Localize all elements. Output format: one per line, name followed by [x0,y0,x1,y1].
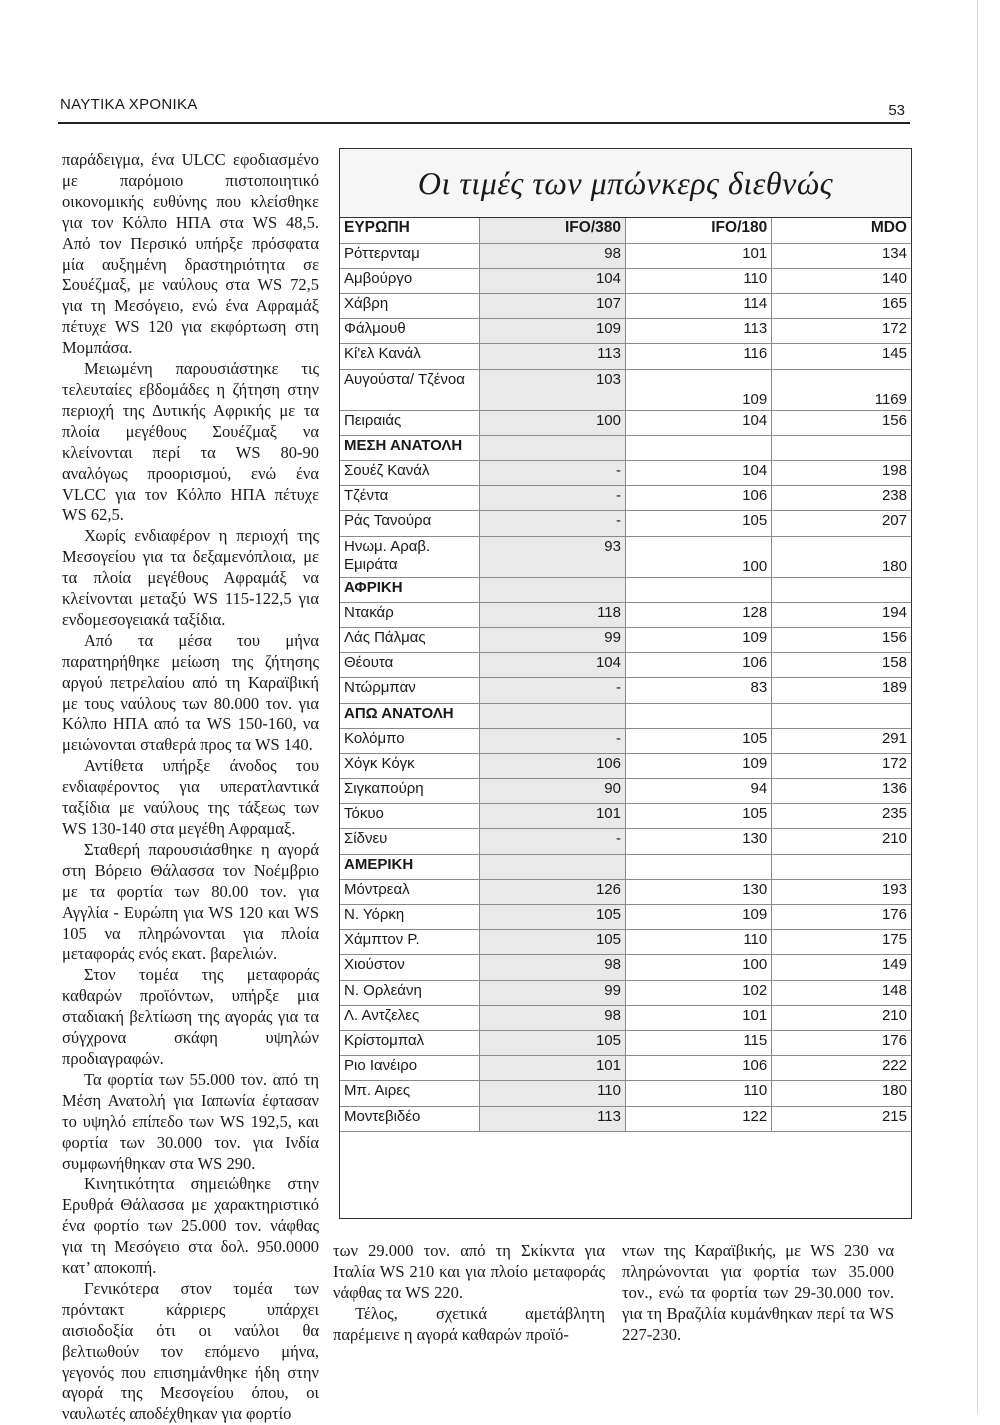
mdo-price: 210 [772,829,911,854]
mdo-price: 158 [772,653,911,678]
table-row [340,955,911,980]
mdo-price: 180 [772,1081,911,1106]
region-row [340,703,911,728]
mdo-price: 1169 [772,369,911,410]
mdo-price: 207 [772,511,911,536]
region-label: ΜΕΣΗ ΑΝΑΤΟΛΗ [340,435,479,460]
bottom-right-column [622,1241,894,1346]
table-header-row [340,218,911,243]
mdo-price: 235 [772,804,911,829]
table-row [340,344,911,369]
table-row [340,930,911,955]
empty-cell [479,435,625,460]
ifo380-price: 99 [479,627,625,652]
region-row [340,854,911,879]
empty-cell [772,703,911,728]
ifo180-price: 101 [625,1005,771,1030]
port-name: Ντακάρ [340,602,479,627]
port-name: Ηνωμ. Αραβ. Εμιράτα [340,536,479,577]
ifo180-price: 100 [625,955,771,980]
ifo180-price: 83 [625,678,771,703]
port-name: Πειραιάς [340,410,479,435]
mdo-price: 140 [772,268,911,293]
region-header-europe: ΕΥΡΩΠΗ [340,218,479,243]
table-row [340,602,911,627]
ifo380-price: 126 [479,879,625,904]
table-row [340,319,911,344]
running-title: ΝΑΥΤΙΚΑ ΧΡΟΝΙΚΑ [60,96,198,113]
table-row [340,905,911,930]
ifo380-price: 98 [479,243,625,268]
port-name: Μόντρεαλ [340,879,479,904]
port-name: Ρόττερνταμ [340,243,479,268]
ifo180-header: IFO/180 [625,218,771,243]
table-row [340,369,911,410]
mdo-price: 136 [772,779,911,804]
region-label: ΑΦΡΙΚΗ [340,577,479,602]
mdo-price: 215 [772,1106,911,1131]
region-row [340,435,911,460]
mdo-price: 145 [772,344,911,369]
paragraph: Από τα μέσα του μήνα παρατηρήθηκε μείωση της ζήτησης αργού πετρελαίου από τη Καραϊβική με τους ναύλους των 80.000 τον. για Κόλπο ΗΠΑ από τα WS 150-160, να μειώνονται σταθερά προς τα WS 140. [62,630,319,755]
ifo180-price: 109 [625,627,771,652]
mdo-price: 175 [772,930,911,955]
ifo380-price: 98 [479,955,625,980]
paragraph: Τα φορτία των 55.000 τον. από τη Μέση Ανατολή για Ιαπωνία έφτασαν το υψηλό επίπεδο των WS 192,5, και φορτία των 30.000 τον. για Ινδία συμφωνήθηκαν στα WS 290. [62,1069,319,1173]
ifo180-price: 105 [625,804,771,829]
ifo380-price: 109 [479,319,625,344]
table-row [340,294,911,319]
port-name: Αμβούργο [340,268,479,293]
page-edge [977,0,978,1414]
ifo380-price: 107 [479,294,625,319]
ifo380-price: 105 [479,905,625,930]
table-row [340,879,911,904]
ifo180-price: 110 [625,930,771,955]
ifo180-price: 113 [625,319,771,344]
ifo380-price: 104 [479,268,625,293]
table-row [340,1005,911,1030]
port-name: Φάλμουθ [340,319,479,344]
port-name: Κρίστομπαλ [340,1030,479,1055]
paragraph: παράδειγμα, ένα ULCC εφοδιασμένο με παρόμοιο πιστοποιητικό οικονομικής ευθύνης που κλείσθηκε για τον Κόλπο ΗΠΑ στα WS 48,5. Από τον Περσικό υπήρξε πρόσφατα μία αυξημένη δραστηριότητα σε Σουέζμαξ, με ναύλους στα WS 72,5 για τη Μεσόγειο, ενώ ένα Αφραμάξ πέτυχε WS 120 για εκφόρτωση στη Μομπάσα. [62,150,319,358]
ifo180-price: 115 [625,1030,771,1055]
mdo-price: 156 [772,627,911,652]
region-label: ΑΠΩ ΑΝΑΤΟΛΗ [340,703,479,728]
table-row [340,678,911,703]
ifo380-price: 118 [479,602,625,627]
mdo-price: 176 [772,905,911,930]
port-name: Λάς Πάλμας [340,627,479,652]
mdo-price: 180 [772,536,911,577]
port-name: Σουέζ Κανάλ [340,461,479,486]
ifo380-price: 105 [479,930,625,955]
region-row [340,577,911,602]
left-text-column [62,150,319,1425]
ifo380-price: 104 [479,653,625,678]
empty-cell [625,577,771,602]
ifo380-price: - [479,728,625,753]
paragraph: Σταθερή παρουσιάσθηκε η αγορά στη Βόρειο Θάλασσα τον Νοέμβριο με τα φορτία των 80.00 τον. για Αγγλία - Ευρώπη για WS 120 και WS 105 να πληρώνονται για πλοία μεταφοράς ενός εκατ. βαρελιών. [62,839,319,964]
ifo180-price: 102 [625,980,771,1005]
table-title: Οι τιμές των μπώνκερς διεθνώς [340,149,911,218]
ifo180-price: 105 [625,511,771,536]
empty-cell [479,577,625,602]
ifo380-price: 113 [479,1106,625,1131]
table-row [340,536,911,577]
ifo380-price: 99 [479,980,625,1005]
mdo-price: 134 [772,243,911,268]
port-name: Κί'ελ Κανάλ [340,344,479,369]
table-row [340,779,911,804]
empty-cell [772,435,911,460]
port-name: Κολόμπο [340,728,479,753]
ifo380-price: - [479,829,625,854]
bunker-prices-table [340,218,911,1132]
table-row [340,1106,911,1131]
table-row [340,243,911,268]
mdo-price: 198 [772,461,911,486]
ifo180-price: 114 [625,294,771,319]
port-name: Λ. Αντζελες [340,1005,479,1030]
port-name: Αυγούστα/ Τζένοα [340,369,479,410]
port-name: Ριο Ιανέιρο [340,1056,479,1081]
paragraph: Μειωμένη παρουσιάστηκε τις τελευταίες εβδομάδες η ζήτηση στην περιοχή της Δυτικής Αφρικής με τα πλοία μεγέθους Σουέζμαξ να κλείνονται περί τα WS 80-90 αναλόγως προορισμού, ενώ ένα VLCC για τον Κόλπο ΗΠΑ πέτυχε WS 62,5. [62,359,319,525]
empty-cell [625,854,771,879]
port-name: Ν. Ορλεάνη [340,980,479,1005]
paragraph: των 29.000 τον. από τη Σκίκντα για Ιταλία WS 210 και για πλοίο μεταφοράς νάφθας τα WS 220. [333,1241,605,1302]
mdo-header: MDO [772,218,911,243]
ifo380-price: - [479,486,625,511]
ifo180-price: 94 [625,779,771,804]
table-row [340,268,911,293]
ifo180-price: 109 [625,753,771,778]
ifo180-price: 110 [625,1081,771,1106]
ifo380-price: 106 [479,753,625,778]
mdo-price: 172 [772,753,911,778]
ifo380-price: 98 [479,1005,625,1030]
ifo180-price: 101 [625,243,771,268]
mdo-price: 156 [772,410,911,435]
mdo-price: 189 [772,678,911,703]
ifo380-price: 105 [479,1030,625,1055]
mdo-price: 194 [772,602,911,627]
empty-cell [479,854,625,879]
paragraph: Γενικότερα στον τομέα των πρόντακτ κάρριερς υπάρχει αισιοδοξία ότι οι ναύλοι θα βελτιωθούν τον επόμενο μήνα, γεγονός που επισημάνθηκε ήδη στην αγορά της Μεσογείου όπου, οι ναυλωτές αποδέχθηκαν για φορτίο [62,1278,319,1424]
empty-cell [772,854,911,879]
port-name: Χιούστον [340,955,479,980]
table-row [340,1081,911,1106]
paragraph: Κινητικότητα σημειώθηκε στην Ερυθρά Θάλασσα με χαρακτηριστικό ένα φορτίο των 25.000 τον. νάφθας για τη Μεσόγειο στα δολ. 950.0000 κατ’ αποκοπή. [62,1174,319,1278]
ifo180-price: 130 [625,879,771,904]
paragraph: Αντίθετα υπήρξε άνοδος του ενδιαφέροντος για υπερατλαντικά ταξίδια με ναύλους της τάξεως των WS 130-140 στα μεγέθη Αφραμαξ. [62,756,319,838]
ifo180-price: 130 [625,829,771,854]
ifo380-price: - [479,511,625,536]
port-name: Τόκυο [340,804,479,829]
port-name: Χόγκ Κόγκ [340,753,479,778]
port-name: Χάμπτον Ρ. [340,930,479,955]
table-row [340,728,911,753]
paragraph: Τέλος, σχετικά αμετάβλητη παρέμεινε η αγορά καθαρών προϊό- [333,1303,605,1344]
header-rule [58,122,910,124]
port-name: Σιγκαπούρη [340,779,479,804]
port-name: Θέουτα [340,653,479,678]
table-row [340,486,911,511]
mdo-price: 176 [772,1030,911,1055]
ifo180-price: 104 [625,461,771,486]
ifo180-price: 106 [625,1056,771,1081]
ifo180-price: 122 [625,1106,771,1131]
ifo380-price: 110 [479,1081,625,1106]
mdo-price: 148 [772,980,911,1005]
ifo380-price: - [479,461,625,486]
mdo-price: 149 [772,955,911,980]
mdo-price: 238 [772,486,911,511]
table-row [340,753,911,778]
table-row [340,653,911,678]
port-name: Τζέντα [340,486,479,511]
port-name: Μπ. Αιρες [340,1081,479,1106]
mdo-price: 193 [772,879,911,904]
empty-cell [625,703,771,728]
ifo380-price: 93 [479,536,625,577]
table-row [340,1030,911,1055]
ifo380-price: 101 [479,804,625,829]
ifo180-price: 116 [625,344,771,369]
table-row [340,1056,911,1081]
table-row [340,627,911,652]
ifo380-price: 103 [479,369,625,410]
table-row [340,461,911,486]
mdo-price: 165 [772,294,911,319]
bottom-middle-column [333,1241,605,1346]
mdo-price: 210 [772,1005,911,1030]
port-name: Χάβρη [340,294,479,319]
ifo380-price: 113 [479,344,625,369]
port-name: Σίδνευ [340,829,479,854]
empty-cell [772,577,911,602]
ifo380-header: IFO/380 [479,218,625,243]
mdo-price: 172 [772,319,911,344]
ifo180-price: 128 [625,602,771,627]
ifo380-price: - [479,678,625,703]
table-row [340,511,911,536]
ifo380-price: 101 [479,1056,625,1081]
page-number: 53 [888,102,905,119]
ifo380-price: 90 [479,779,625,804]
paragraph: Χωρίς ενδιαφέρον η περιοχή της Μεσογείου για τα δεξαμενόπλοια, με τα πλοία μεγέθους Αφραμάξ να κλείνονται μεταξύ WS 115-122,5 για ενδομεσογειακά ταξίδια. [62,526,319,629]
ifo180-price: 109 [625,905,771,930]
table-row [340,829,911,854]
table-row [340,804,911,829]
table-row [340,980,911,1005]
table-row [340,410,911,435]
ifo180-price: 105 [625,728,771,753]
ifo180-price: 104 [625,410,771,435]
ifo180-price: 106 [625,486,771,511]
port-name: Ν. Υόρκη [340,905,479,930]
region-label: ΑΜΕΡΙΚΗ [340,854,479,879]
ifo380-price: 100 [479,410,625,435]
paragraph: ντων της Καραϊβικής, με WS 230 να πληρώνονται για φορτία των 35.000 τον., ενώ τα φορτία των 29-30.000 τον. για τη Βραζιλία κυμάνθηκαν περί τα WS 227-230. [622,1241,894,1344]
ifo180-price: 109 [625,369,771,410]
mdo-price: 291 [772,728,911,753]
ifo180-price: 100 [625,536,771,577]
empty-cell [479,703,625,728]
paragraph: Στον τομέα της μεταφοράς καθαρών προϊόντων, υπήρξε μια σταδιακή βελτίωση της αγοράς για τα σύγχρονα σκάφη υψηλών προδιαγραφών. [62,965,319,1068]
port-name: Ράς Τανούρα [340,511,479,536]
empty-cell [625,435,771,460]
bunker-prices-box [339,148,912,1219]
table-body [340,243,911,1131]
port-name: Ντώρμπαν [340,678,479,703]
ifo180-price: 106 [625,653,771,678]
mdo-price: 222 [772,1056,911,1081]
ifo180-price: 110 [625,268,771,293]
port-name: Μοντεβιδέο [340,1106,479,1131]
